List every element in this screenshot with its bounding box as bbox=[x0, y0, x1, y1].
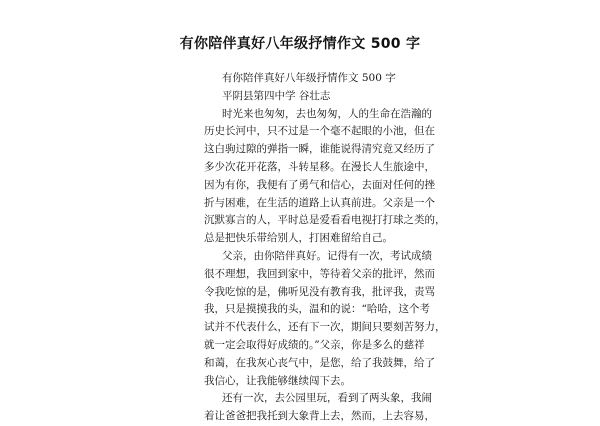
text-line: 有你陪伴真好八年级抒情作文 500 字 bbox=[222, 72, 396, 84]
article-body bbox=[204, 70, 446, 426]
text-line: 沉默寡言的人，平时总是爱看看电视打打球之类的， bbox=[204, 214, 446, 227]
text-line: 就一定会取得好成绩的。”父亲，你是多么的慈祥 bbox=[204, 338, 425, 351]
text-line: 着让爸爸把我托到大象背上去，然而，上去容易， bbox=[204, 410, 435, 423]
text-line: 很不理想，我回到家中，等待着父亲的批评，然而 bbox=[204, 267, 435, 280]
text-line: 折与困难，在生活的道路上认真前进。父亲是一个 bbox=[204, 196, 435, 209]
text-line: 试并不代表什么，还有下一次，期间只要刻苦努力， bbox=[204, 321, 446, 334]
text-line: 平阴县第四中学 谷壮志 bbox=[222, 89, 331, 102]
text-line: 总是把快乐带给别人，打困难留给自己。 bbox=[204, 232, 393, 245]
text-line: 我信心，让我能够继续闯下去。 bbox=[204, 374, 351, 387]
text-line: 历史长河中，只不过是一个毫不起眼的小池，但在 bbox=[204, 125, 435, 138]
text-line: 还有一次，去公园里玩，看到了两头象，我闹 bbox=[222, 392, 432, 405]
text-line: 多少次花开花落，斗转星移。在漫长人生旅途中， bbox=[204, 160, 435, 173]
text-line: 因为有你，我便有了勇气和信心，去面对任何的挫 bbox=[204, 178, 435, 191]
text-line: 和蔼，在我灰心丧气中，是您，给了我鼓舞，给了 bbox=[204, 356, 435, 369]
text-line: 我，只是摸摸我的头，温和的说：“哈哈，这个考 bbox=[204, 303, 430, 316]
document-title: 有你陪伴真好八年级抒情作文 500 字 bbox=[179, 36, 421, 52]
text-line: 这白驹过隙的弹指一瞬，谁能说得清究竟又经历了 bbox=[204, 143, 435, 156]
text-line: 父亲，由你陪伴真好。记得有一次，考试成绩 bbox=[222, 249, 432, 262]
text-line: 时光来也匆匆，去也匆匆，人的生命在浩瀚的 bbox=[222, 107, 432, 120]
text-line: 令我吃惊的是，佛听见没有教育我，批评我，责骂 bbox=[204, 285, 435, 298]
